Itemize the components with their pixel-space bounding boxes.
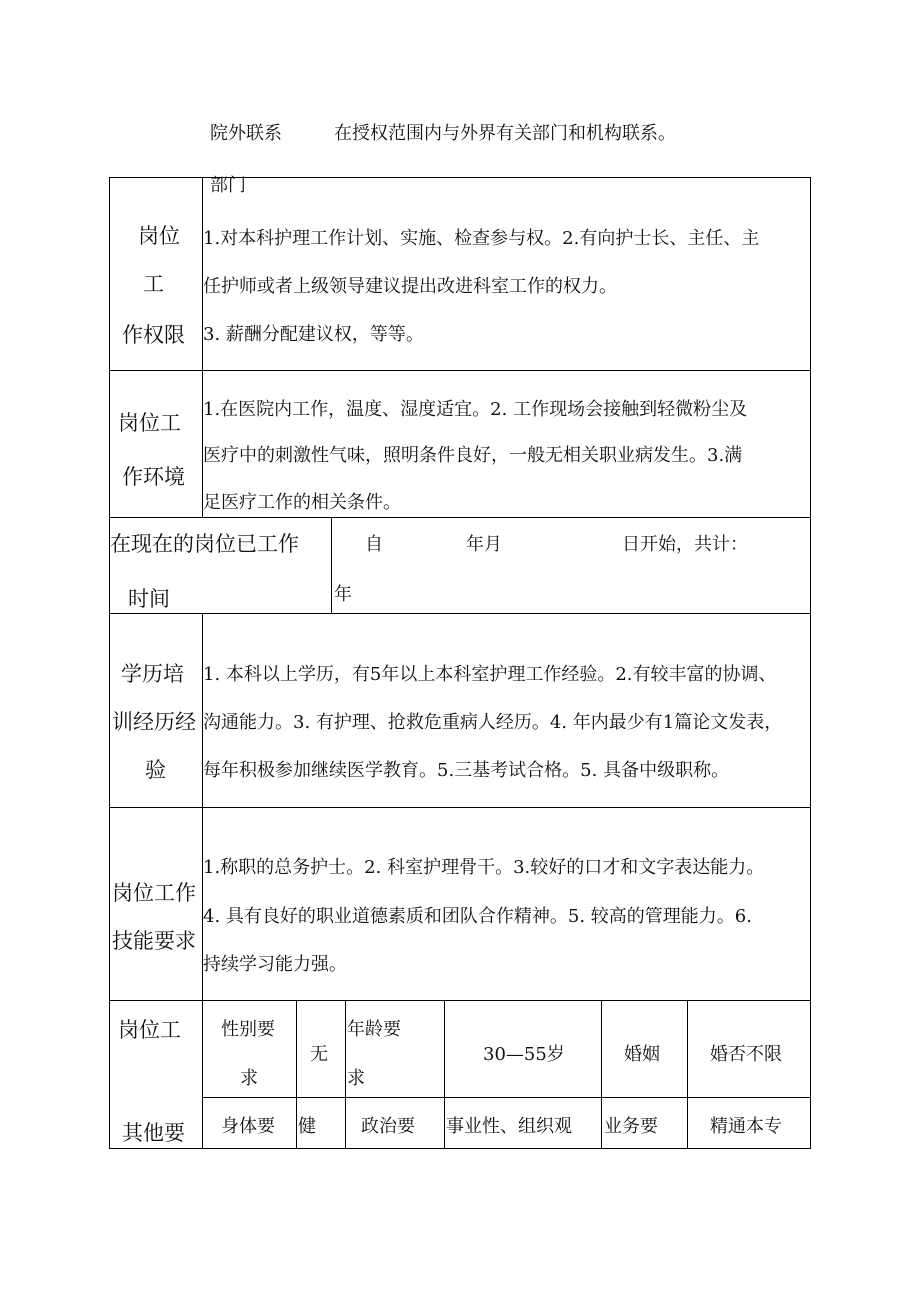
- header-label: 院外联系: [210, 123, 282, 144]
- skills-label-line1: 岗位工作: [112, 881, 196, 905]
- environment-text-line1: 1.在医院内工作，温度、湿度适宜。2. 工作现场会接触到轻微粉尘及: [203, 399, 748, 420]
- environment-text-line2: 医疗中的刺激性气味，照明条件良好，一般无相关职业病发生。3.满: [203, 445, 743, 466]
- skills-text-line2: 4. 具有良好的职业道德素质和团队合作精神。5. 较高的管理能力。6.: [203, 906, 752, 927]
- environment-text-line3: 足医疗工作的相关条件。: [203, 492, 401, 513]
- authority-text-line3: 3. 薪酬分配建议权，等等。: [203, 324, 424, 345]
- education-label-line1: 学历培: [121, 662, 184, 686]
- gender-label-line2: 求: [240, 1068, 258, 1089]
- political-value: 事业性、组织观: [446, 1116, 572, 1137]
- header-text: 在授权范围内与外界有关部门和机构联系。: [334, 123, 676, 144]
- other-label-line1: 岗位工: [118, 1018, 181, 1042]
- age-label-line2: 求: [347, 1068, 365, 1089]
- environment-label-line2: 作环境: [122, 465, 185, 489]
- education-text-line1: 1. 本科以上学历，有5年以上本科室护理工作经验。2.有较丰富的协调、: [203, 664, 777, 685]
- gender-label-line1: 性别要: [221, 1019, 275, 1040]
- education-label-line2: 训经历经: [112, 710, 196, 734]
- skills-text-line3: 持续学习能力强。: [203, 954, 347, 975]
- tenure-day-total-text: 日开始，共计：: [622, 534, 748, 555]
- political-label: 政治要: [361, 1116, 415, 1137]
- authority-label-line2: 工: [143, 272, 164, 296]
- skills-label-line2: 技能要求: [112, 929, 196, 953]
- age-label-line1: 年龄要: [347, 1019, 401, 1040]
- tenure-year-month-text: 年月: [466, 534, 502, 555]
- other-label-line2: 其他要: [122, 1121, 185, 1145]
- business-value: 精通本专: [710, 1116, 782, 1137]
- environment-label-line1: 岗位工: [118, 411, 181, 435]
- authority-label-line3: 作权限: [122, 323, 185, 347]
- gender-value: 无: [310, 1044, 328, 1065]
- marriage-label: 婚姻: [624, 1044, 660, 1065]
- tenure-label-line2: 时间: [128, 587, 170, 611]
- education-text-line3: 每年积极参加继续医学教育。5.三基考试合格。5. 具备中级职称。: [203, 760, 730, 781]
- education-text-line2: 沟通能力。3. 有护理、抢救危重病人经历。4. 年内最少有1篇论文发表，: [203, 712, 783, 733]
- tenure-label-line1: 在现在的岗位已工作: [110, 532, 299, 556]
- age-value: 30—55岁: [483, 1044, 565, 1065]
- business-label: 业务要: [604, 1116, 658, 1137]
- authority-text-line2: 任护师或者上级领导建议提出改进科室工作的权力。: [203, 276, 617, 297]
- tenure-year-text: 年: [334, 584, 352, 605]
- authority-label-line1: 岗位: [138, 224, 180, 248]
- body-value: 健: [298, 1116, 316, 1137]
- authority-text-line1: 1.对本科护理工作计划、实施、检查参与权。2.有向护士长、主任、主: [203, 228, 760, 249]
- tenure-from-text: 自: [365, 534, 383, 555]
- header-spill-text: 部门: [210, 175, 246, 196]
- marriage-value: 婚否不限: [710, 1044, 782, 1065]
- skills-text-line1: 1.称职的总务护士。2. 科室护理骨干。3.较好的口才和文字表达能力。: [203, 857, 765, 878]
- education-label-line3: 验: [145, 758, 166, 782]
- body-label: 身体要: [221, 1116, 275, 1137]
